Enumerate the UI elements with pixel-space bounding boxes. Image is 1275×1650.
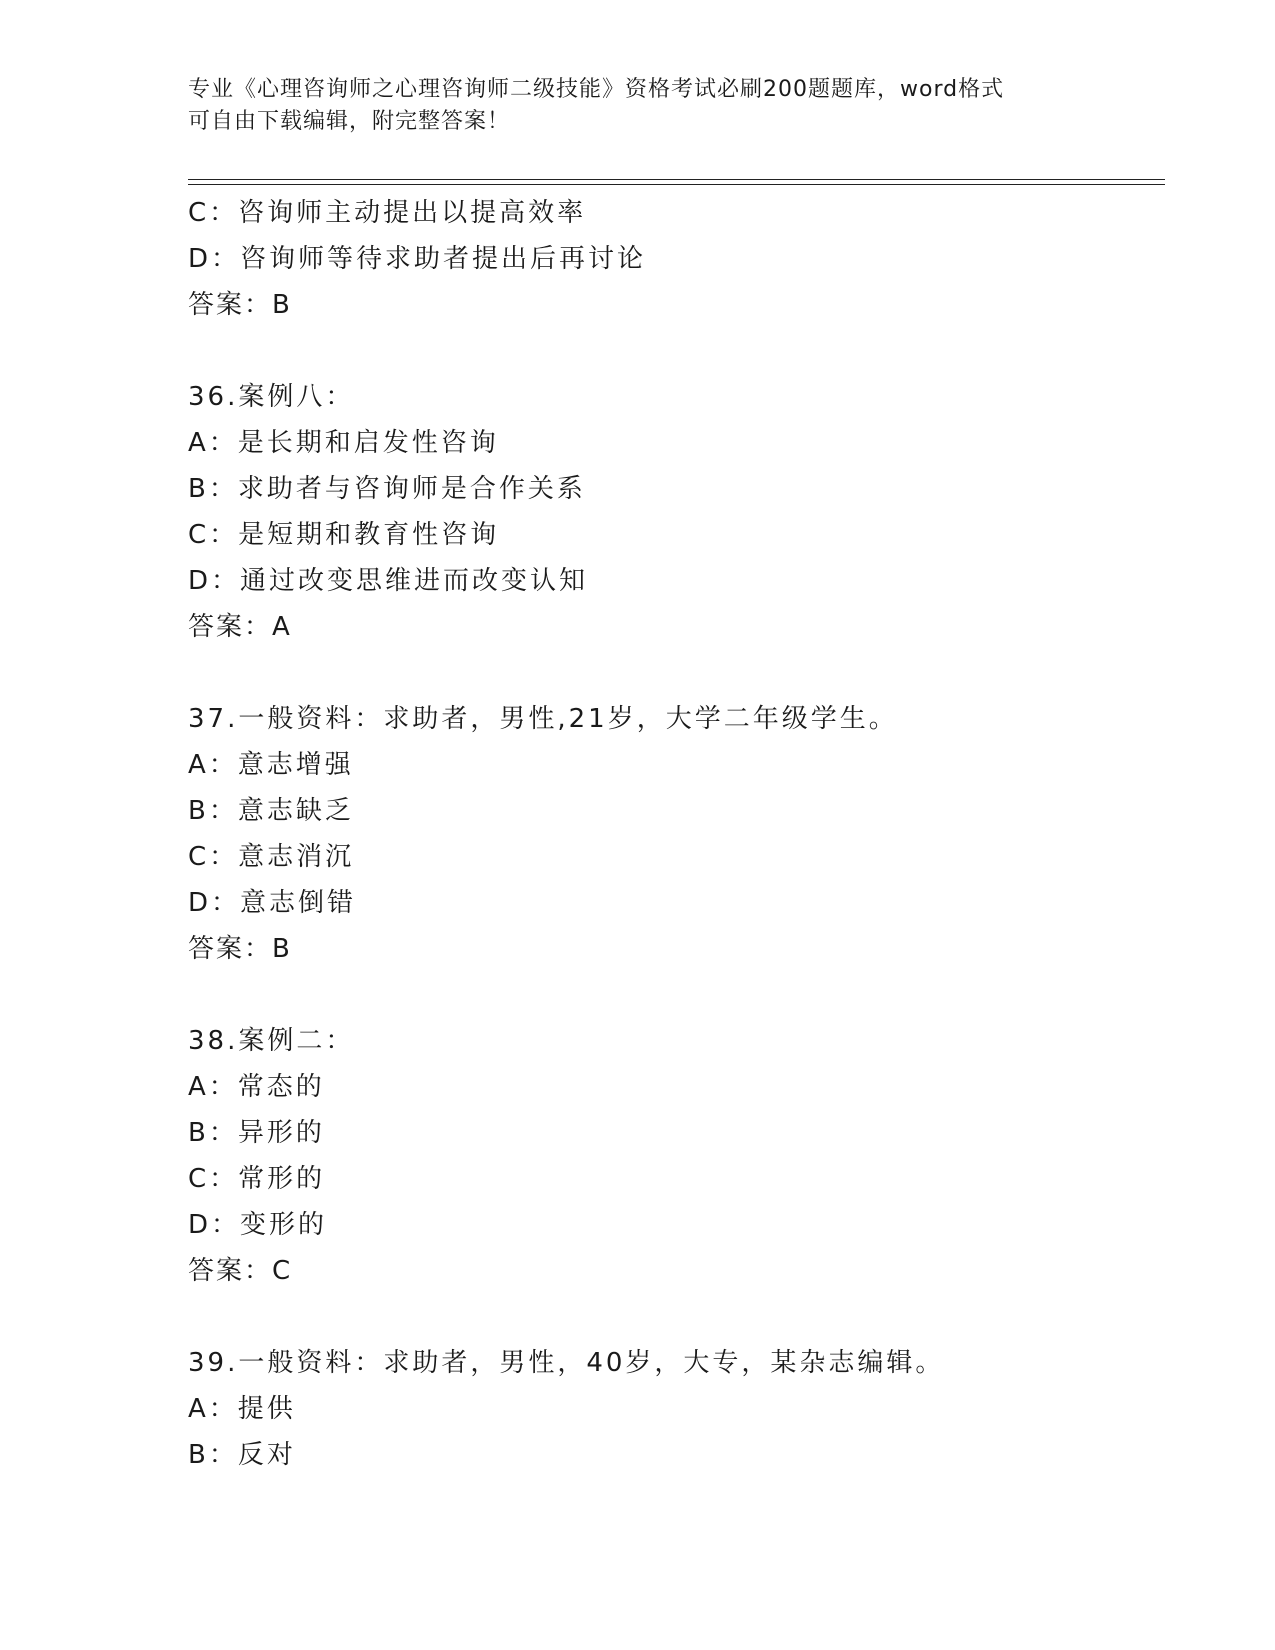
spacer bbox=[188, 972, 1168, 1018]
spacer bbox=[188, 328, 1168, 374]
option-d: D：变形的 bbox=[188, 1210, 328, 1240]
option-d: D：意志倒错 bbox=[188, 888, 357, 918]
option-b: B：求助者与咨询师是合作关系 bbox=[188, 474, 586, 504]
option-a: A：提供 bbox=[188, 1394, 296, 1424]
option-b: B：反对 bbox=[188, 1440, 296, 1470]
answer-line: 答案：C bbox=[188, 1256, 293, 1286]
option-b: B：意志缺乏 bbox=[188, 796, 354, 826]
option-d: D：咨询师等待求助者提出后再讨论 bbox=[188, 244, 647, 274]
question-title: 36.案例八： bbox=[188, 382, 355, 412]
header-line-2: 可自由下载编辑，附完整答案！ bbox=[188, 109, 511, 134]
answer-line: 答案：A bbox=[188, 612, 292, 642]
question-block bbox=[188, 374, 1168, 650]
document-header bbox=[188, 74, 1088, 138]
question-block bbox=[188, 1340, 1168, 1478]
spacer bbox=[188, 1294, 1168, 1340]
header-line-1: 专业《心理咨询师之心理咨询师二级技能》资格考试必刷200题题库，word格式 bbox=[188, 77, 1005, 102]
option-a: A：意志增强 bbox=[188, 750, 354, 780]
answer-line: 答案：B bbox=[188, 934, 292, 964]
question-title: 37.一般资料：求助者，男性,21岁，大学二年级学生。 bbox=[188, 704, 898, 734]
option-c: C：咨询师主动提出以提高效率 bbox=[188, 198, 587, 228]
question-block bbox=[188, 190, 1168, 328]
question-title: 38.案例二： bbox=[188, 1026, 355, 1056]
option-c: C：是短期和教育性咨询 bbox=[188, 520, 500, 550]
option-b: B：异形的 bbox=[188, 1118, 325, 1148]
option-a: A：是长期和启发性咨询 bbox=[188, 428, 499, 458]
question-title: 39.一般资料：求助者，男性，40岁，大专，某杂志编辑。 bbox=[188, 1348, 945, 1378]
header-divider-top bbox=[188, 179, 1165, 180]
option-c: C：常形的 bbox=[188, 1164, 326, 1194]
question-block bbox=[188, 696, 1168, 972]
option-a: A：常态的 bbox=[188, 1072, 325, 1102]
header-divider-bottom bbox=[188, 184, 1165, 185]
answer-line: 答案：B bbox=[188, 290, 292, 320]
option-d: D：通过改变思维进而改变认知 bbox=[188, 566, 589, 596]
question-list bbox=[188, 190, 1168, 1478]
question-block bbox=[188, 1018, 1168, 1294]
spacer bbox=[188, 650, 1168, 696]
option-c: C：意志消沉 bbox=[188, 842, 355, 872]
